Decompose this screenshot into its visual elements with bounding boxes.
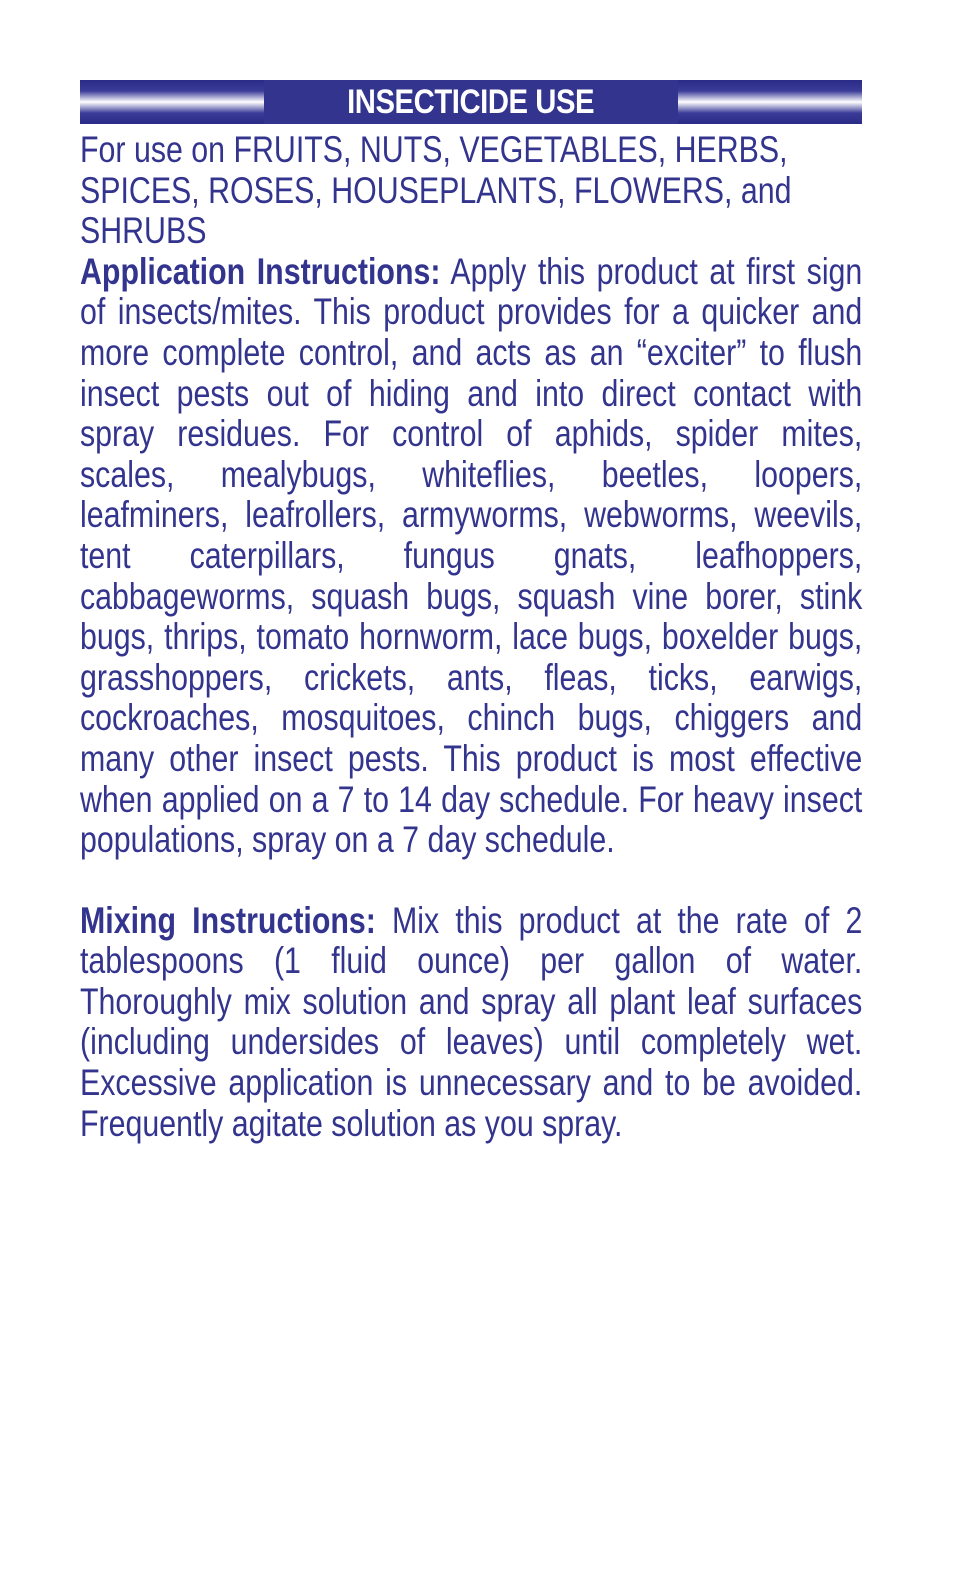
- mixing-instructions-text: Mix this product at the rate of 2 tablespoons (1 fluid ounce) per gallon of water. Thoroughly mix solution and spray all plant leaf surfaces (including undersides of leaves) until completely wet. Excessive application is unnecessary and to be avoided. Frequently agitate solution as you spray.: [80, 899, 863, 1144]
- banner-title-box: [264, 80, 678, 124]
- section-banner: [80, 80, 862, 124]
- intro-paragraph: For use on FRUITS, NUTS, VEGETABLES, HERBS, SPICES, ROSES, HOUSEPLANTS, FLOWERS, and SHRUBS: [80, 129, 792, 252]
- mixing-instructions-paragraph: [80, 901, 862, 1145]
- mixing-instructions-heading: Mixing Instructions:: [80, 899, 376, 941]
- insecticide-use-label: [80, 80, 862, 1144]
- application-instructions-paragraph: [80, 252, 862, 861]
- banner-title: INSECTICIDE USE: [347, 82, 595, 121]
- application-instructions-text: Apply this product at first sign of insects/mites. This product provides for a quicker and more complete control, and acts as an “exciter” to flush insect pests out of hiding and into direct contact with spray residues. For control of aphids, spider mites, scales, mealybugs, whiteflies, beetles, loopers, leafminers, leafrollers, armyworms, webworms, weevils, tent caterpillars, fungus gnats, leafhoppers, cabbageworms, squash bugs, squash vine borer, stink bugs, thrips, tomato hornworm, lace bugs, boxelder bugs, grasshoppers, crickets, ants, fleas, ticks, earwigs, cockroaches, mosquitoes, chinch bugs, chiggers and many other insect pests. This product is most effective when applied on a 7 to 14 day schedule. For heavy insect populations, spray on a 7 day schedule.: [80, 250, 863, 861]
- application-instructions-heading: Application Instructions:: [80, 250, 441, 292]
